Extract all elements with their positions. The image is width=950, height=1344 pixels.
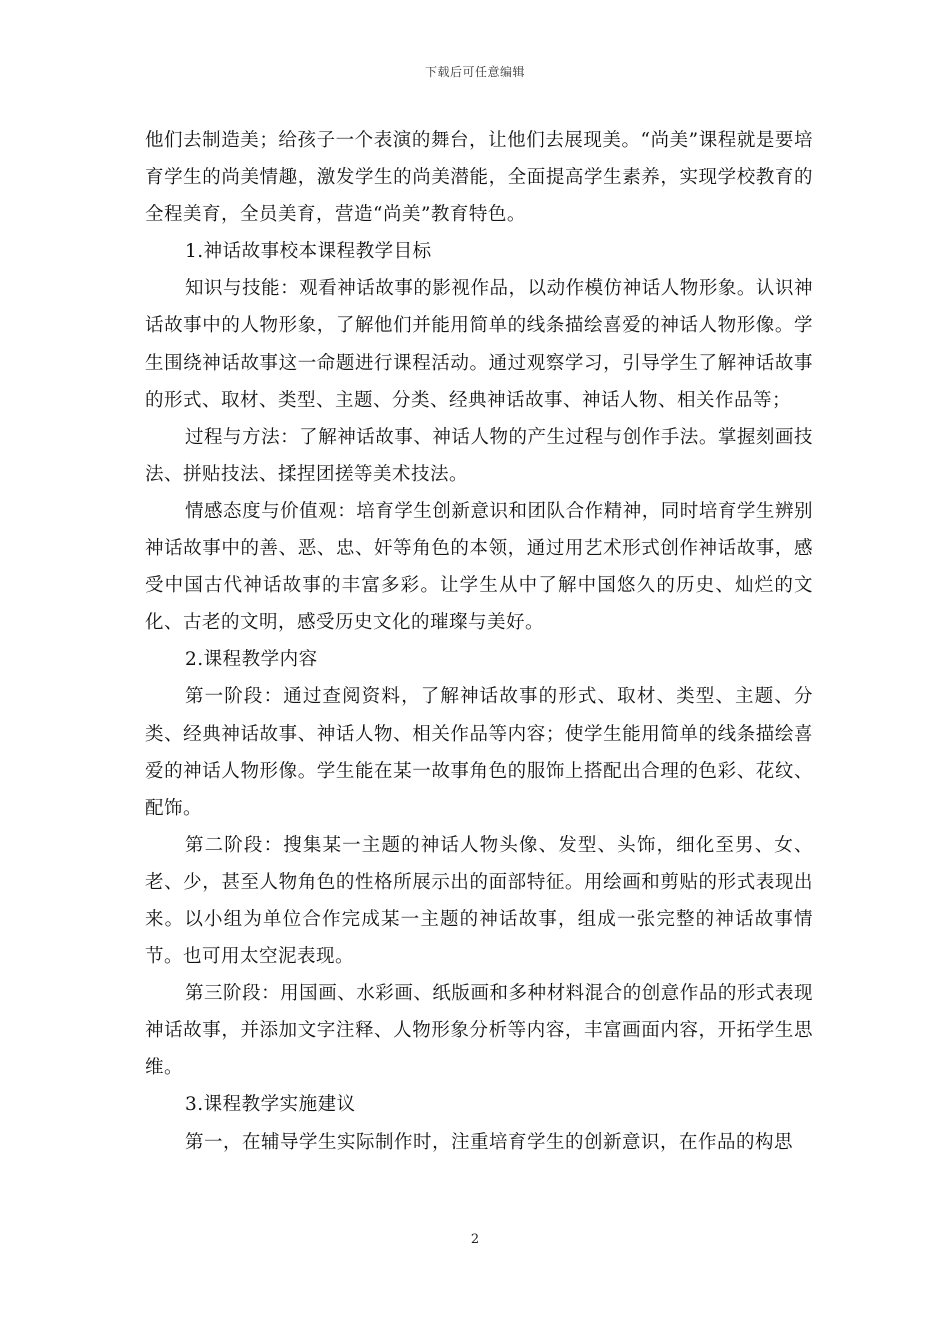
section-heading-teaching-goals: 1.神话故事校本课程教学目标 [185, 241, 432, 263]
document-body [145, 122, 813, 1161]
paragraph-first-suggestion: 第一，在辅导学生实际制作时，注重培育学生的创新意识，在作品的构思 [185, 1131, 794, 1153]
paragraph-stage-one: 第一阶段：通过查阅资料，了解神话故事的形式、取材、类型、主题、分类、经典神话故事、神话人物、相关作品等内容；使学生能用简单的线条描绘喜爱的神话人物形像。学生能在某一故事角色的服饰上搭配出合理的色彩、花纹、配饰。 [145, 686, 813, 819]
paragraph-stage-two: 第二阶段：搜集某一主题的神话人物头像、发型、头饰，细化至男、女、老、少，甚至人物角色的性格所展示出的面部特征。用绘画和剪贴的形式表现出来。以小组为单位合作完成某一主题的神话故事，组成一张完整的神话故事情节。也可用太空泥表现。 [145, 834, 813, 968]
paragraph-intro-continuation: 他们去制造美；给孩子一个表演的舞台，让他们去展现美。“尚美”课程就是要培育学生的尚美情趣，激发学生的尚美潜能，全面提高学生素养，实现学校教育的全程美育，全员美育，营造“尚美”教育特色。 [145, 130, 813, 226]
paragraph-knowledge-skills: 知识与技能：观看神话故事的影视作品，以动作模仿神话人物形象。认识神话故事中的人物形象，了解他们并能用简单的线条描绘喜爱的神话人物形像。学生围绕神话故事这一命题进行课程活动。通过观察学习，引导学生了解神话故事的形式、取材、类型、主题、分类、经典神话故事、神话人物、相关作品等； [145, 278, 813, 411]
paragraph-process-methods: 过程与方法：了解神话故事、神话人物的产生过程与创作手法。掌握刻画技法、拼贴技法、揉捏团搓等美术技法。 [145, 426, 813, 485]
paragraph-emotion-values: 情感态度与价值观：培育学生创新意识和团队合作精神，同时培育学生辨别神话故事中的善、恶、忠、奸等角色的本领，通过用艺术形式创作神话故事，感受中国古代神话故事的丰富多彩。让学生从中了解中国悠久的历史、灿烂的文化、古老的文明，感受历史文化的璀璨与美好。 [145, 500, 813, 634]
page-header: 下载后可任意编辑 [424, 65, 525, 79]
paragraph-stage-three: 第三阶段：用国画、水彩画、纸版画和多种材料混合的创意作品的形式表现神话故事，并添加文字注释、人物形象分析等内容，丰富画面内容，开拓学生思维。 [145, 983, 813, 1079]
section-heading-teaching-content: 2.课程教学内容 [185, 649, 318, 671]
section-heading-implementation: 3.课程教学实施建议 [185, 1094, 356, 1116]
page-number: 2 [470, 1232, 480, 1247]
